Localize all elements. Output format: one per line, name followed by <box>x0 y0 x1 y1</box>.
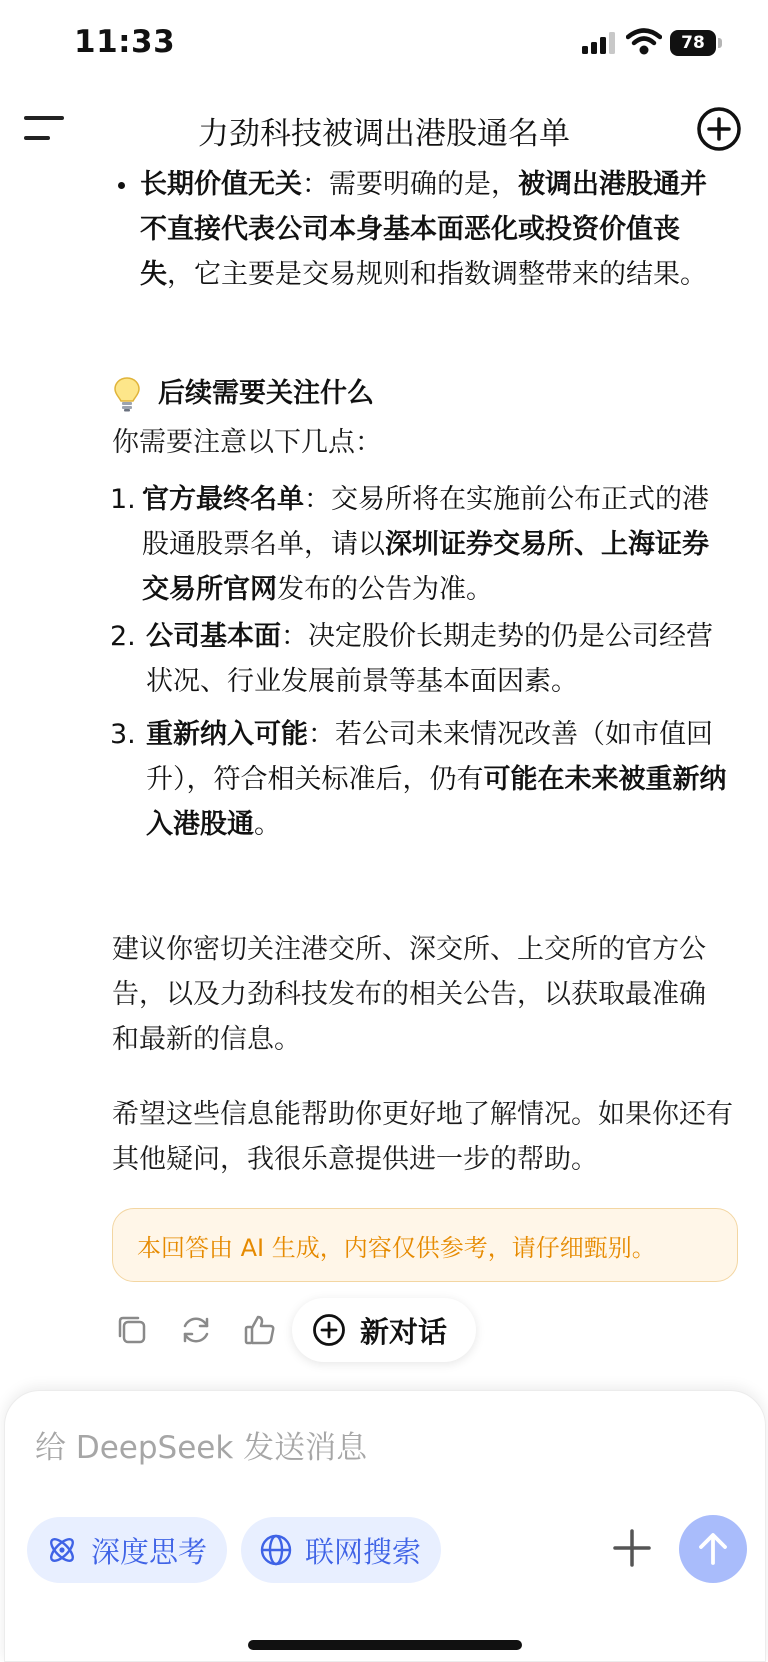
list-item-text-end: 发布的公告为准。 <box>277 574 493 605</box>
list-item-text: 决定股价长期走势的仍是公司经营状况、行业发展前景等基本面因素。 <box>146 621 713 697</box>
globe-icon <box>259 1533 293 1567</box>
list-item-label: 官方最终名单 <box>142 484 304 515</box>
new-chat-icon[interactable] <box>696 106 742 152</box>
bullet-marker <box>118 182 125 189</box>
list-item-separator: ： <box>308 719 335 750</box>
home-indicator <box>248 1640 522 1650</box>
list-item-bold-text: 可能在未来被重新纳入港股通 <box>146 764 727 840</box>
list-item-separator: ： <box>304 484 331 515</box>
message-composer <box>4 1390 766 1662</box>
section-intro: 你需要注意以下几点： <box>112 427 382 458</box>
new-dialog-button[interactable] <box>292 1298 476 1362</box>
section-heading <box>112 374 374 414</box>
thumbs-up-icon[interactable] <box>242 1312 278 1348</box>
status-bar <box>0 0 768 86</box>
list-item-text-end: 。 <box>254 809 281 840</box>
ai-disclaimer <box>112 1208 738 1282</box>
bullet-separator: ： <box>302 169 329 200</box>
advice-paragraph: 建议你密切关注港交所、深交所、上交所的官方公告，以及力劲科技发布的相关公告，以获取最准确和最新的信息。 <box>112 934 706 1055</box>
bullet-bold-text: 被调出港股通并不直接代表公司本身基本面恶化或投资价值丧失 <box>140 169 707 290</box>
deep-think-label: 深度思考 <box>91 1534 208 1569</box>
list-item-text: 若公司未来情况改善（如市值回升），符合相关标准后，仍有 <box>146 719 713 795</box>
bullet-item-long-term-value <box>140 162 720 297</box>
attach-plus-icon[interactable] <box>611 1527 653 1569</box>
list-item-reinclusion <box>146 712 742 847</box>
bullet-text: 需要明确的是， <box>329 169 518 200</box>
response-actions <box>0 1298 768 1364</box>
list-item-separator: ： <box>281 621 308 652</box>
list-item-label: 重新纳入可能 <box>146 719 308 750</box>
status-time: 11:33 <box>74 24 176 60</box>
menu-icon[interactable] <box>24 114 64 144</box>
plus-circle-icon <box>312 1313 346 1347</box>
new-dialog-label: 新对话 <box>360 1314 448 1349</box>
closing-paragraph: 希望这些信息能帮助你更好地了解情况。如果你还有其他疑问，我很乐意提供进一步的帮助。 <box>112 1099 733 1175</box>
copy-icon[interactable] <box>114 1312 150 1348</box>
lightbulb-icon <box>112 376 142 412</box>
battery-level: 78 <box>670 30 716 56</box>
send-button[interactable] <box>679 1515 747 1583</box>
list-item-fundamentals <box>146 614 732 704</box>
arrow-up-icon <box>696 1531 730 1567</box>
top-bar <box>0 96 768 168</box>
bullet-text-end: ，它主要是交易规则和指数调整带来的结果。 <box>167 259 707 290</box>
list-item-label: 公司基本面 <box>146 621 281 652</box>
section-heading-text: 后续需要关注什么 <box>158 378 374 409</box>
deep-think-toggle[interactable] <box>27 1517 227 1583</box>
wifi-icon <box>626 28 662 56</box>
web-search-toggle[interactable] <box>241 1517 441 1583</box>
bullet-label: 长期价值无关 <box>140 169 302 200</box>
list-number: 1. <box>110 484 136 515</box>
regenerate-icon[interactable] <box>178 1312 214 1348</box>
cellular-signal-icon <box>582 32 618 54</box>
list-item-text: 交易所将在实施前公布正式的港股通股票名单，请以 <box>142 484 709 560</box>
list-item-bold-text: 深圳证券交易所、上海证券交易所官网 <box>142 529 709 605</box>
battery-tip <box>718 38 722 48</box>
battery-icon <box>670 30 722 56</box>
message-input[interactable] <box>35 1423 635 1473</box>
list-number: 3. <box>110 719 136 750</box>
ai-disclaimer-text: 本回答由 AI 生成，内容仅供参考，请仔细甄别。 <box>137 1233 656 1262</box>
list-item-official-list <box>142 477 722 612</box>
atom-icon <box>45 1533 79 1567</box>
page-title: 力劲科技被调出港股通名单 <box>198 116 570 152</box>
web-search-label: 联网搜索 <box>305 1534 422 1569</box>
list-number: 2. <box>110 621 136 652</box>
